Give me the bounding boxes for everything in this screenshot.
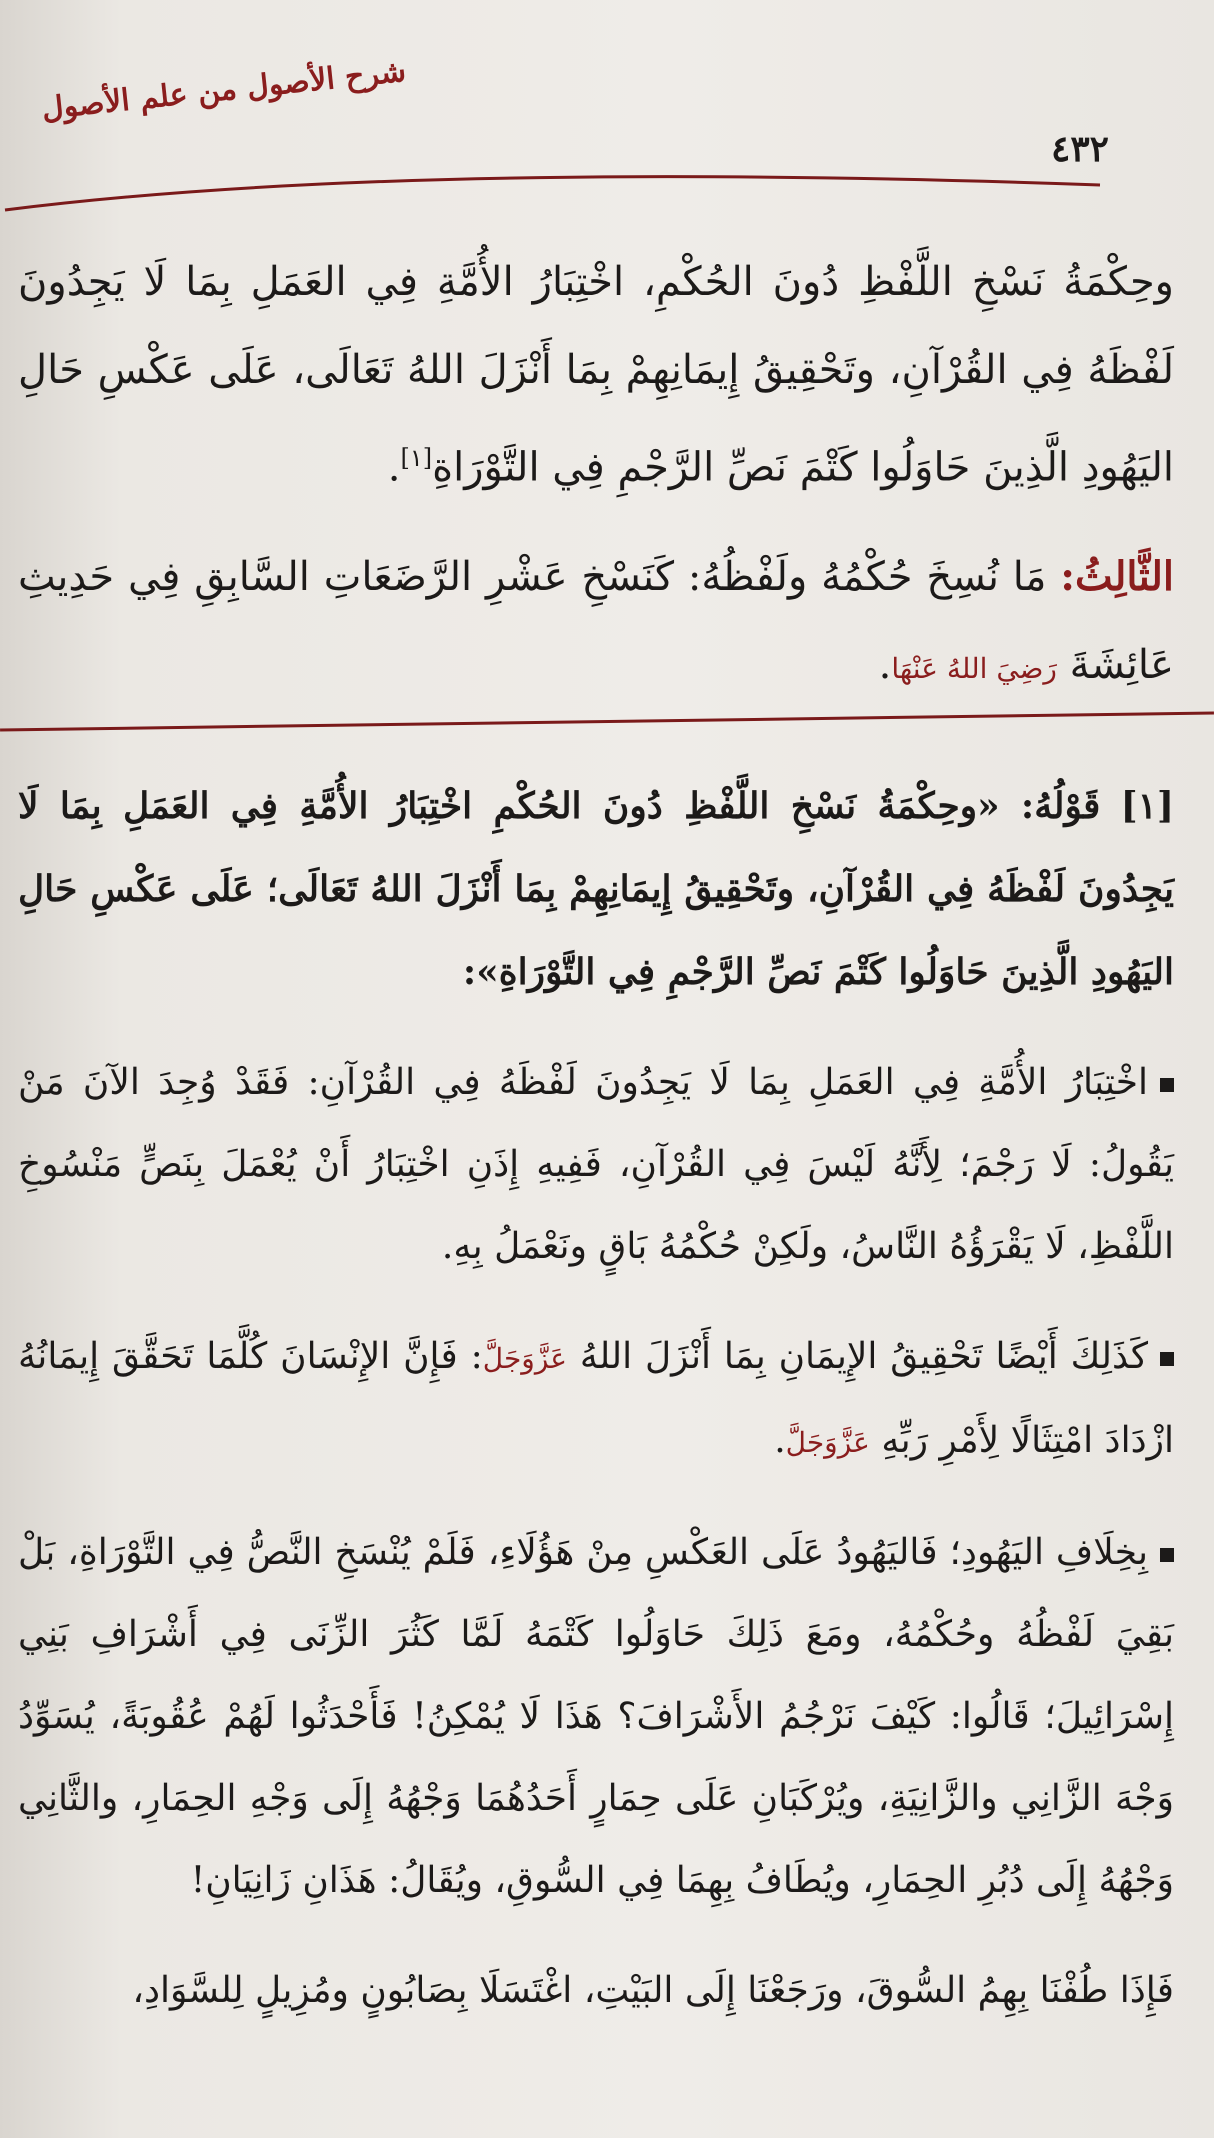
- footnote-intro-text: قَوْلُهُ: «وحِكْمَةُ نَسْخِ اللَّفْظِ دُونَ الحُكْمِ اخْتِبَارُ الأُمَّةِ فِي العَمَلِ بِمَا لَا يَجِدُونَ لَفْظَهُ فِي القُرْآنِ، وتَحْقِيقُ إِيمَانِهِمْ بِمَا أَنْزَلَ اللهُ تَعَالَى؛ عَلَى عَكْسِ حَالِ اليَهُودِ الَّذِينَ حَاوَلُوا كَتْمَ نَصِّ الرَّجْمِ فِي التَّوْرَاةِ»:: [18, 785, 1174, 993]
- bullet-square-icon: [1160, 1078, 1174, 1092]
- honorific-azza-wa-jal: عَزَّوَجَلَّ: [482, 1342, 567, 1375]
- main-paragraph-2-text: مَا نُسِخَ حُكْمُهُ ولَفْظُهُ: كَنَسْخِ عَشْرِ الرَّضَعَاتِ السَّابِقِ فِي حَدِيثِ عَائِشَةَ: [18, 554, 1174, 689]
- bullet-square-icon: [1160, 1548, 1174, 1562]
- footnote-reference[interactable]: [١]: [400, 444, 433, 472]
- main-paragraph-1: [18, 238, 1174, 511]
- footnote-poem-line: [18, 1950, 1174, 2032]
- honorific-radiyallahu-anha: رَضِيَ اللهُ عَنْهَا: [891, 652, 1057, 686]
- main-paragraph-2-end: .: [878, 642, 892, 689]
- footnote-bullet-3: [18, 1512, 1174, 1922]
- footnote-bullet-2: [18, 1316, 1174, 1484]
- footnote-intro: [18, 765, 1174, 1014]
- main-paragraph-1-end: .: [387, 444, 401, 491]
- bullet-square-icon: [1160, 1352, 1174, 1366]
- footnote-bullet-2-text-b: : فَإِنَّ الإِنْسَانَ كُلَّمَا تَحَقَّقَ إِيمَانُهُ ازْدَادَ امْتِثَالًا لِأَمْرِ رَبِّهِ: [18, 1336, 1174, 1461]
- footnote-bullet-3-text: بِخِلَافِ اليَهُودِ؛ فَاليَهُودُ عَلَى العَكْسِ مِنْ هَؤُلَاءِ، فَلَمْ يُنْسَخِ النَّصُّ فِي التَّوْرَاةِ، بَلْ بَقِيَ لَفْظُهُ وحُكْمُهُ، ومَعَ ذَلِكَ حَاوَلُوا كَتْمَهُ لَمَّا كَثُرَ الزِّنَى فِي أَشْرَافِ بَنِي إِسْرَائِيلَ؛ قَالُوا: كَيْفَ نَرْجُمُ الأَشْرَافَ؟ هَذَا لَا يُمْكِنُ! فَأَحْدَثُوا لَهُمْ عُقُوبَةً، يُسَوِّدُ وَجْهَ الزَّانِي والزَّانِيَةِ، ويُرْكَبَانِ عَلَى حِمَارٍ أَحَدُهُمَا وَجْهُهُ إِلَى وَجْهِ الحِمَارِ، والثَّانِي وَجْهُهُ إِلَى دُبُرِ الحِمَارِ، ويُطَافُ بِهِمَا فِي السُّوقِ، ويُقَالُ: هَذَانِ زَانِيَانِ!: [18, 1532, 1174, 1901]
- page-number: ٤٣٢: [1050, 128, 1109, 170]
- header-rule: [0, 150, 1214, 230]
- main-paragraph-2: [18, 533, 1174, 713]
- running-title: شرح الأصول من علم الأصول: [40, 53, 408, 127]
- footnote-poem-text: فَإِذَا طُفْنَا بِهِمُ السُّوقَ، ورَجَعْنَا إِلَى البَيْتِ، اغْتَسَلَا بِصَابُونٍ ومُزِيلٍ لِلسَّوَادِ،: [132, 1970, 1174, 2011]
- footnote-section: [18, 765, 1174, 2060]
- footnote-bullet-1: [18, 1042, 1174, 1288]
- page-header: [0, 0, 1214, 210]
- footnote-bullet-1-text: اخْتِبَارُ الأُمَّةِ فِي العَمَلِ بِمَا لَا يَجِدُونَ لَفْظَهُ فِي القُرْآنِ: فَقَدْ وُجِدَ الآنَ مَنْ يَقُولُ: لَا رَجْمَ؛ لِأَنَّهُ لَيْسَ فِي القُرْآنِ، فَفِيهِ إِذَنِ اخْتِبَارُ أَنْ يُعْمَلَ بِنَصٍّ مَنْسُوخِ اللَّفْظِ، لَا يَقْرَؤُهُ النَّاسُ، ولَكِنْ حُكْمُهُ بَاقٍ ونَعْمَلُ بِهِ.: [18, 1062, 1174, 1267]
- footnote-bullet-2-text-a: كَذَلِكَ أَيْضًا تَحْقِيقُ الإِيمَانِ بِمَا أَنْزَلَ اللهُ: [579, 1336, 1148, 1377]
- footnote-marker: [١]: [1120, 785, 1174, 827]
- main-text: [18, 238, 1174, 735]
- main-paragraph-1-text: وحِكْمَةُ نَسْخِ اللَّفْظِ دُونَ الحُكْمِ، اخْتِبَارُ الأُمَّةِ فِي العَمَلِ بِمَا لَا يَجِدُونَ لَفْظَهُ فِي القُرْآنِ، وتَحْقِيقُ إِيمَانِهِمْ بِمَا أَنْزَلَ اللهُ تَعَالَى، عَلَى عَكْسِ حَالِ اليَهُودِ الَّذِينَ حَاوَلُوا كَتْمَ نَصِّ الرَّجْمِ فِي التَّوْرَاةِ: [18, 259, 1175, 491]
- footnote-bullet-2-end: .: [774, 1420, 786, 1461]
- section-label-third: الثَّالِثُ:: [1060, 553, 1174, 601]
- honorific-azza-wa-jal: عَزَّوَجَلَّ: [785, 1426, 870, 1459]
